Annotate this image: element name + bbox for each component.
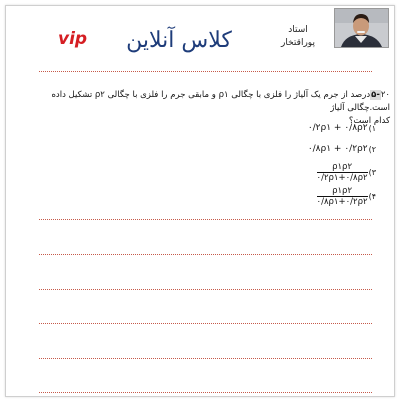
option-4-number: (۴	[368, 192, 376, 201]
class-title: کلاس آنلاین	[126, 28, 232, 53]
option-1-number: (۱	[368, 123, 376, 133]
option-3-number: (۳	[368, 168, 376, 177]
header-divider	[39, 71, 372, 72]
option-2	[308, 144, 376, 154]
option-2-number: (۲	[368, 144, 376, 154]
teacher-name: پوراقتخار	[281, 38, 315, 48]
answer-line	[39, 323, 372, 324]
vip-badge: vip	[58, 29, 88, 49]
teacher-photo	[334, 8, 389, 48]
question-line-1: ۲۰درصد از جرم یک آلیاژ را فلزی با چگالی ρ۱ و مابقی جرم را فلزی با چگالی ρ۲ تشکیل داده است.چگالی آلیاژ	[51, 90, 390, 113]
answer-line	[39, 289, 372, 290]
answer-line	[39, 392, 372, 393]
option-4-fraction	[317, 186, 368, 207]
answer-line	[39, 358, 372, 359]
answer-line	[39, 254, 372, 255]
answer-line	[39, 219, 372, 220]
option-4-numerator: ρ۱ρ۲	[332, 186, 353, 196]
option-2-expression: ۰/۸ρ۱ + ۰/۲ρ۲	[307, 144, 368, 154]
option-1-expression: ۰/۲ρ۱ + ۰/۸ρ۲	[307, 123, 368, 133]
option-1	[308, 123, 376, 133]
question-number: ۵-	[371, 90, 380, 100]
teacher-title: استاد	[288, 25, 308, 35]
option-4-denominator: ۰/۸ρ۱+۰/۲ρ۲	[316, 197, 368, 207]
question-line-2: کدام است؟	[348, 116, 390, 126]
option-3	[317, 162, 376, 183]
option-3-denominator: ۰/۲ρ۱+۰/۸ρ۲	[316, 173, 368, 183]
option-3-fraction	[317, 162, 368, 183]
option-4	[317, 186, 376, 207]
option-3-numerator: ρ۱ρ۲	[332, 162, 353, 172]
worksheet-page	[5, 5, 395, 397]
teacher-caption	[268, 24, 328, 50]
